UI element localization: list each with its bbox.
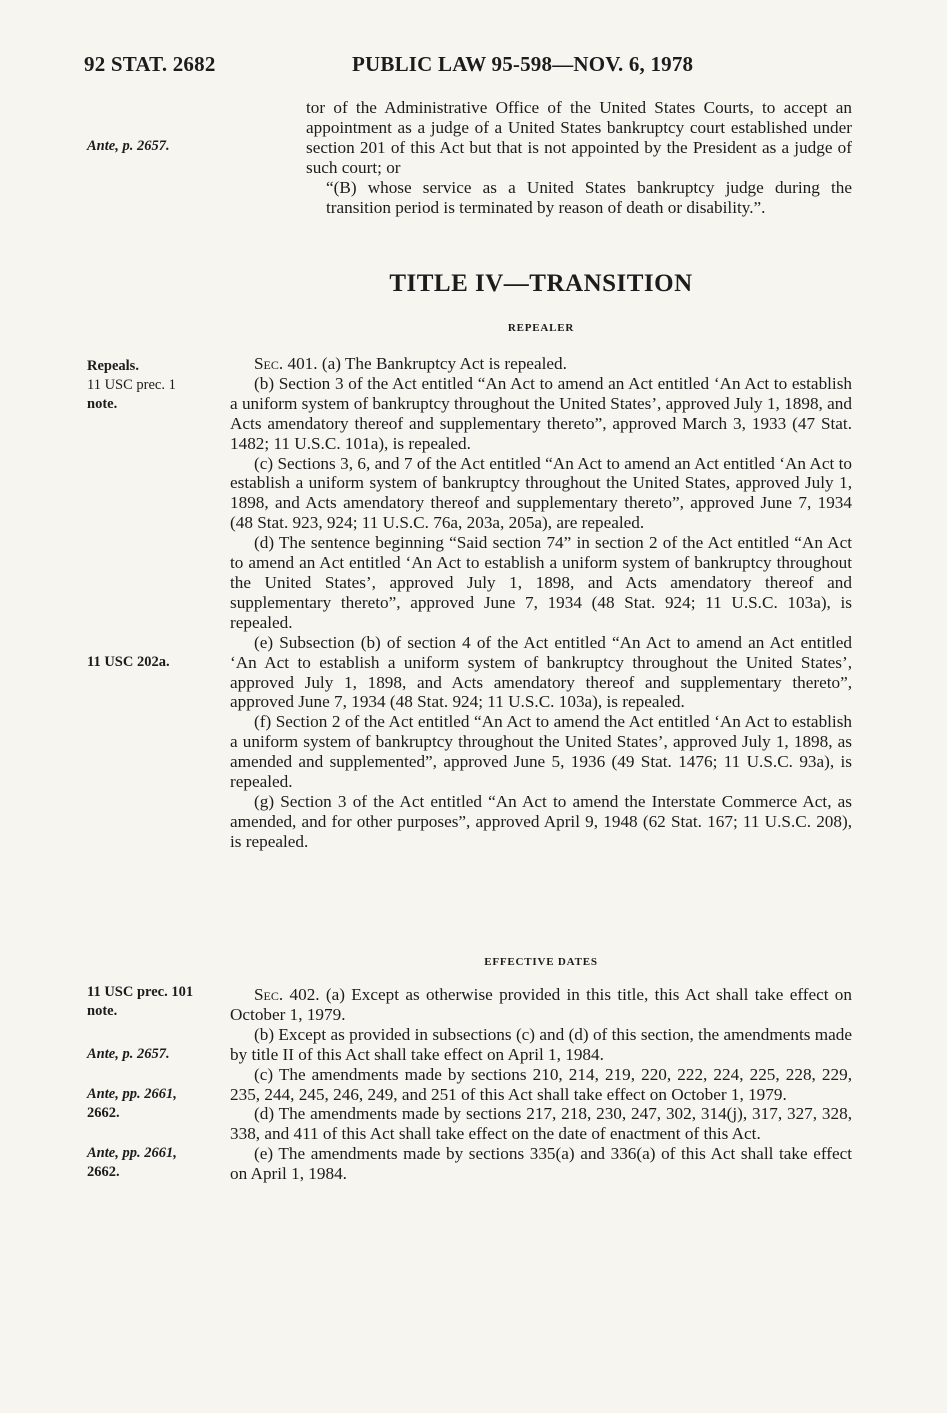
- margin-note-repeals: Repeals. 11 USC prec. 1 note.: [87, 358, 176, 412]
- paragraph-401-b: (b) Section 3 of the Act entitled “An Act to amend an Act entitled ‘An Act to establish a uniform system of bankruptcy throughout the United States’, approved July 1, 1898, and Acts amendatory thereof and supplementary thereto”, approved March 3, 1933 (47 Stat. 1482; 11 U.S.C. 101a), is repealed.: [230, 373, 852, 453]
- continued-text-block: [306, 98, 852, 217]
- paragraph-402-d: (d) The amendments made by sections 217, 218, 230, 247, 302, 314(j), 317, 327, 328, 338, and 411 of this Act shall take effect on the date of enactment of this Act.: [230, 1104, 852, 1144]
- section-heading-repealer: REPEALER: [507, 322, 575, 334]
- paragraph-401-c: (c) Sections 3, 6, and 7 of the Act entitled “An Act to amend an Act entitled ‘An Act to establish a uniform system of bankruptcy throughout the United States, approved July 1, 1898, and Acts amendatory thereof and supplementary thereto”, approved June 7, 1934 (48 Stat. 923, 924; 11 U.S.C. 76a, 203a, 205a), are repealed.: [230, 453, 852, 533]
- paragraph-401-g: (g) Section 3 of the Act entitled “An Act to amend the Interstate Commerce Act, as amended, and for other purposes”, approved April 9, 1948 (62 Stat. 167; 11 U.S.C. 208), is repealed.: [230, 791, 852, 851]
- paragraph-401-f: (f) Section 2 of the Act entitled “An Act to amend the Act entitled ‘An Act to establish a uniform system of bankruptcy throughout the United States’, approved July 1, 1898, as amended and supplemented”, approved June 5, 1936 (49 Stat. 1476; 11 U.S.C. 93a), is repealed.: [230, 712, 852, 792]
- paragraph-402-a: Sec. 402. (a) Except as otherwise provided in this title, this Act shall take effect on October 1, 1979.: [230, 985, 852, 1024]
- margin-note-11-usc-prec-101: 11 USC prec. 101 note.: [87, 984, 194, 1019]
- repealer-section-text: [230, 354, 852, 852]
- paragraph-402-e: (e) The amendments made by sections 335(a) and 336(a) of this Act shall take effect on April 1, 1984.: [230, 1144, 852, 1184]
- section-heading-effective-dates: EFFECTIVE DATES: [484, 956, 598, 968]
- paragraph-402-b: (b) Except as provided in subsections (c) and (d) of this section, the amendments made by title II of this Act shall take effect on April 1, 1984.: [230, 1024, 852, 1064]
- title-heading: TITLE IV—TRANSITION: [389, 270, 693, 297]
- margin-note-ante-2657: Ante, p. 2657.: [87, 138, 170, 154]
- margin-note-11-usc-202a: 11 USC 202a.: [87, 654, 170, 670]
- running-header-law: PUBLIC LAW 95-598—NOV. 6, 1978: [352, 52, 694, 76]
- paragraph-continuation: tor of the Administrative Office of the United States Courts, to accept an appointment as a judge of a United States bankruptcy court established under section 201 of this Act but that is not appointed by the President as a judge of such court; or: [306, 98, 852, 177]
- margin-note-ante-2657-b: Ante, p. 2657.: [87, 1046, 170, 1062]
- paragraph-402-c: (c) The amendments made by sections 210, 214, 219, 220, 222, 224, 225, 228, 229, 235, 244, 245, 246, 249, and 251 of this Act shall take effect on October 1, 1979.: [230, 1064, 852, 1104]
- margin-note-ante-2661-b: Ante, pp. 2661, 2662.: [87, 1145, 177, 1180]
- paragraph-401-e: (e) Subsection (b) of section 4 of the Act entitled “An Act to amend an Act entitled ‘An Act to establish a uniform system of bankruptcy throughout the United States’, approved July 1, 1898, and Acts amendatory thereof and supplementary thereto”, approved June 7, 1934 (48 Stat. 924; 11 U.S.C. 103a), is repealed.: [230, 632, 852, 712]
- effective-dates-section-text: [230, 985, 852, 1184]
- margin-note-ante-2661-a: Ante, pp. 2661, 2662.: [87, 1086, 177, 1121]
- paragraph-401-a: Sec. 401. (a) The Bankruptcy Act is repealed.: [254, 354, 567, 373]
- paragraph-401-d: (d) The sentence beginning “Said section 74” in section 2 of the Act entitled “An Act to amend an Act entitled ‘An Act to establish a uniform system of bankruptcy throughout the United States’, approved July 1, 1898, and Acts amendatory thereof and supplementary thereto”, approved June 7, 1934 (48 Stat. 924; 11 U.S.C. 103a), is repealed.: [230, 533, 852, 632]
- paragraph-subparagraph-b: “(B) whose service as a United States bankruptcy judge during the transition period is terminated by reason of death or disability.”.: [326, 177, 852, 217]
- stat-page-number: 92 STAT. 2682: [84, 52, 216, 76]
